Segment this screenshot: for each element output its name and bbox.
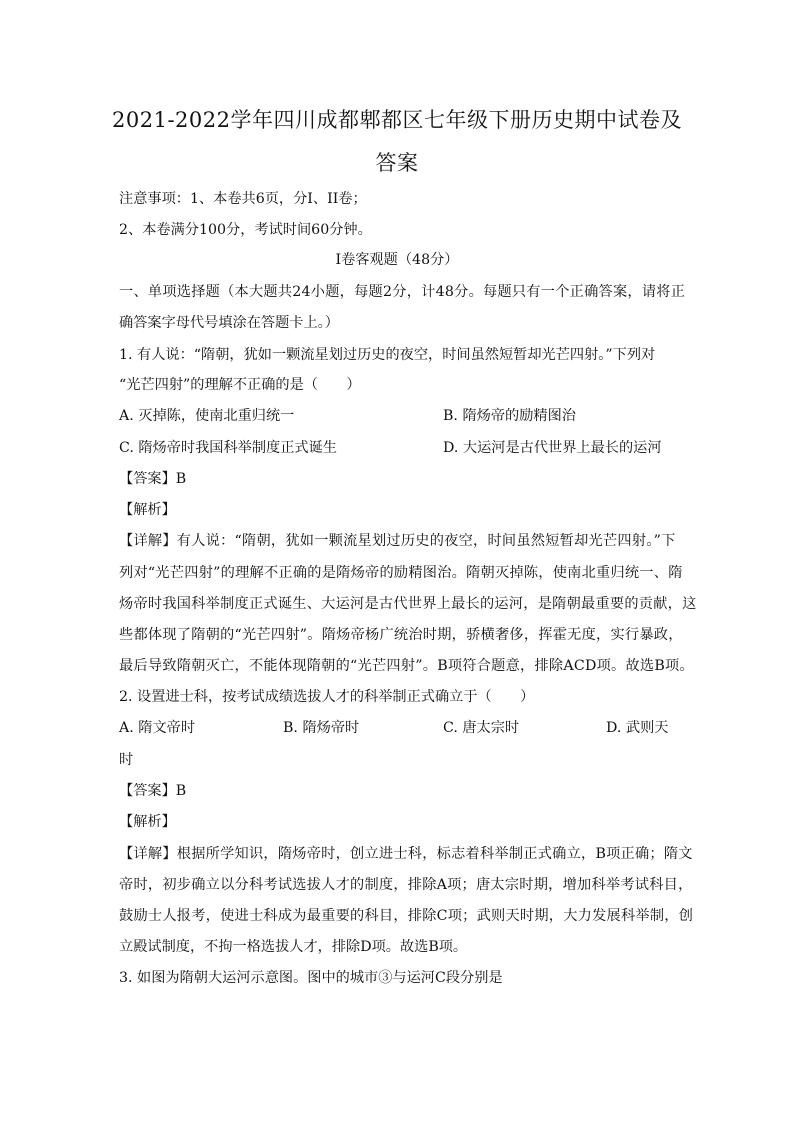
q1-detail-line-2: 列对“光芒四射”的理解不正确的是隋炀帝的励精图治。隋朝灭掉陈，使南北重归统一、隋 [119, 565, 683, 581]
q1-stem-line-1: 1. 有人说：“隋朝，犹如一颗流星划过历史的夜空，时间虽然短暂却光芒四射。”下列对 [119, 347, 656, 363]
q2-option-c: C. 唐太宗时 [443, 720, 520, 736]
q1-option-d: D. 大运河是古代世界上最长的运河 [443, 440, 662, 456]
section-title: Ⅰ卷客观题（48分） [335, 252, 459, 268]
part-intro-line-1: 一、单项选择题（本大题共24小题，每题2分，计48分。每题只有一个正确答案，请将正 [119, 284, 686, 300]
q1-option-c: C. 隋炀帝时我国科举制度正式诞生 [119, 440, 337, 456]
q1-detail-line-1: 【详解】有人说：“隋朝，犹如一颗流星划过历史的夜空，时间虽然短暂却光芒四射。”下 [119, 533, 676, 549]
q1-answer: 【答案】B [119, 471, 187, 487]
part-intro-line-2: 确答案字母代号填涂在答题卡上。） [119, 315, 339, 331]
q2-option-a: A. 隋文帝时 [119, 720, 196, 736]
q2-detail-line-3: 鼓励士人报考，使进士科成为最重要的科目，排除C项；武则天时期，大力发展科举制，创 [119, 908, 694, 924]
q1-option-a: A. 灭掉陈，使南北重归统一 [119, 408, 295, 424]
q2-detail-line-2: 帝时，初步确立以分科考试选拔人才的制度，排除A项；唐太宗时期，增加科举考试科目， [119, 877, 693, 893]
q1-analysis-label: 【解析】 [119, 502, 176, 518]
notes-line-1: 注意事项：1、本卷共6页，分I、II卷； [119, 191, 367, 207]
document-title-line-2: 答案 [375, 151, 419, 175]
q1-detail-line-4: 些都体现了隋朝的“光芒四射”。隋炀帝杨广统治时期，骄横奢侈，挥霍无度，实行暴政， [119, 627, 683, 643]
notes-line-2: 2、本卷满分100分，考试时间60分钟。 [119, 222, 372, 238]
q1-detail-line-3: 炀帝时我国科举制度正式诞生、大运河是古代世界上最长的运河，是隋朝最重要的贡献，这 [119, 596, 697, 612]
q1-stem-line-2: “光芒四射”的理解不正确的是（ ） [119, 377, 361, 393]
q1-option-b: B. 隋炀帝的励精图治 [443, 408, 576, 424]
q1-detail-line-5: 最后导致隋朝灭亡，不能体现隋朝的“光芒四射”。B项符合题意，排除ACD项。故选B项。 [119, 658, 694, 674]
q2-option-b: B. 隋炀帝时 [283, 720, 360, 736]
q2-answer: 【答案】B [119, 783, 187, 799]
q2-detail-line-1: 【详解】根据所学知识，隋炀帝时，创立进士科，标志着科举制正式确立，B项正确；隋文 [119, 846, 693, 862]
q3-stem: 3. 如图为隋朝大运河示意图。图中的城市③与运河C段分别是 [119, 970, 503, 986]
q2-detail-line-4: 立殿试制度，不拘一格选拔人才，排除D项。故选B项。 [119, 939, 468, 955]
q2-option-d-wrap: 时 [119, 752, 134, 768]
document-title-line-1: 2021-2022学年四川成都郫都区七年级下册历史期中试卷及 [112, 108, 682, 132]
q2-stem: 2. 设置进士科，按考试成绩选拔人才的科举制正式确立于（ ） [119, 689, 535, 705]
q2-analysis-label: 【解析】 [119, 814, 176, 830]
q2-option-d: D. 武则天 [606, 720, 669, 736]
